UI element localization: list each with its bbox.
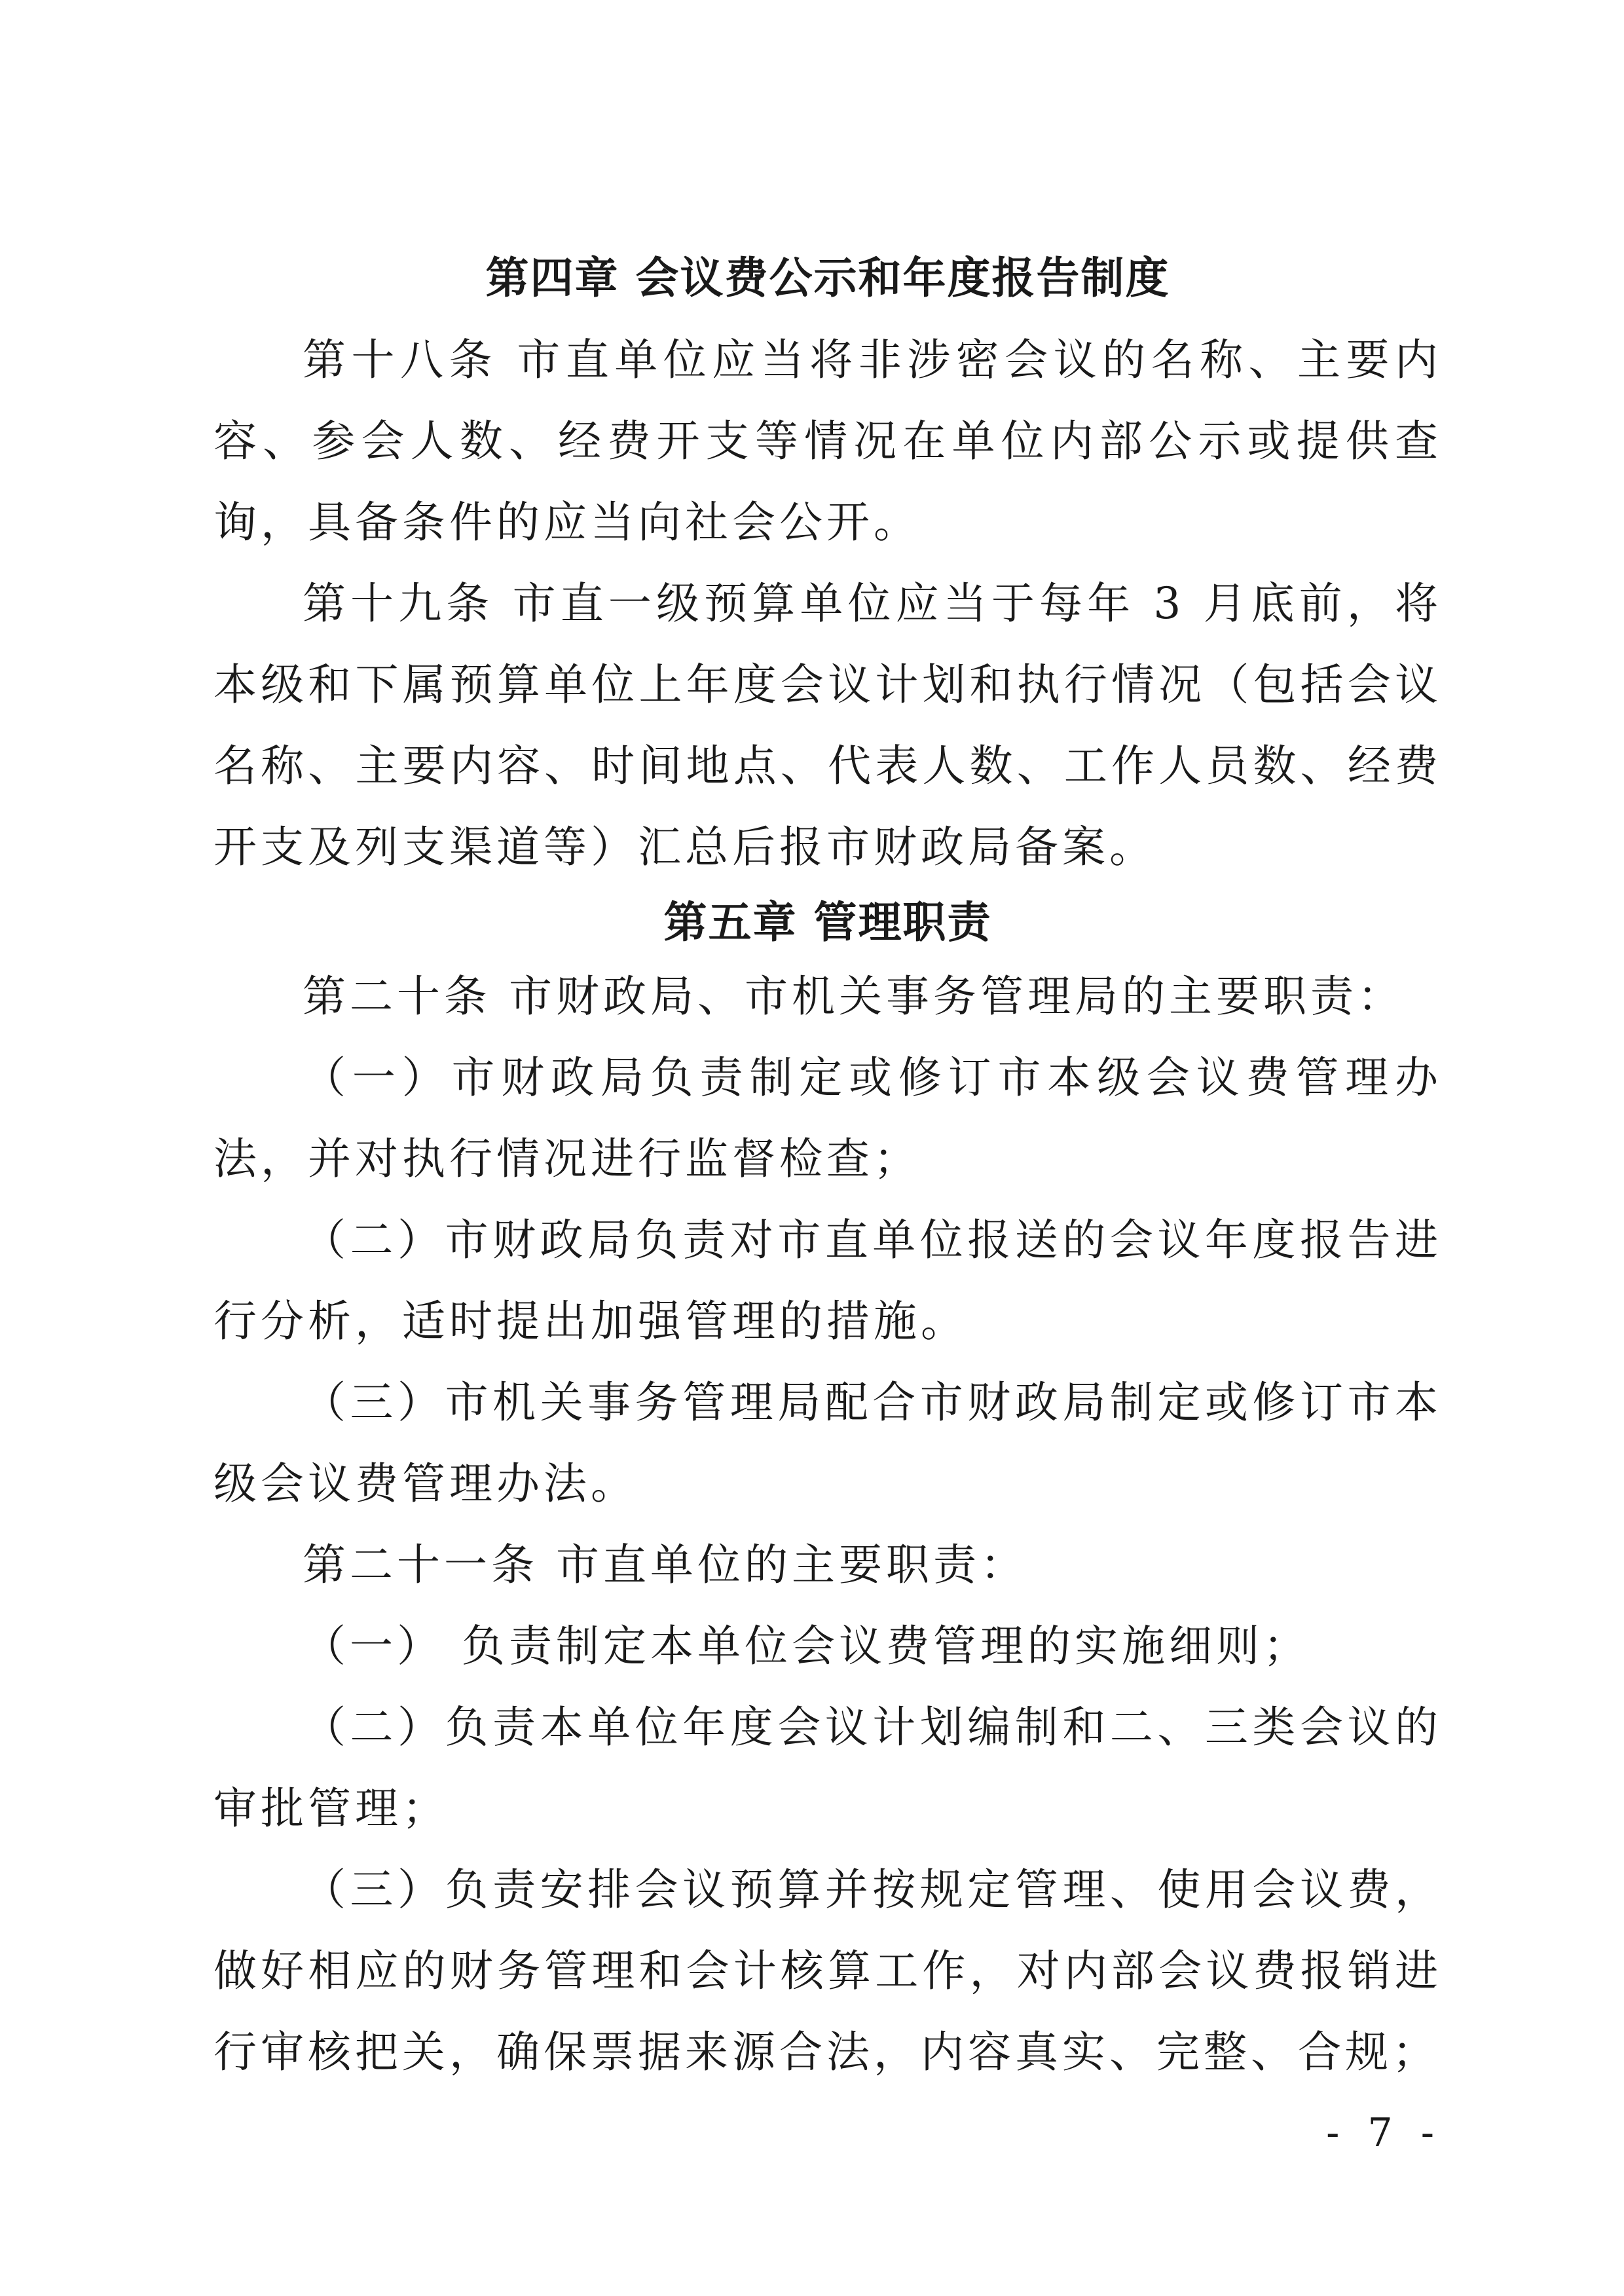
article-20-intro: 第二十条 市财政局、市机关事务管理局的主要职责：: [303, 971, 1405, 1022]
document-body: [213, 249, 1442, 2093]
article-19: 第十九条 市直一级预算单位应当于每年 3 月底前，将本级和下属预算单位上年度会议计划和执行情况（包括会议名称、主要内容、时间地点、代表人数、工作人员数、经费开支及列支渠道等）汇总后报市财政局备案。: [213, 578, 1442, 872]
article-20-item-3: （三）市机关事务管理局配合市财政局制定或修订市本级会议费管理办法。: [213, 1377, 1442, 1509]
chapter-4-title: 第四章 会议费公示和年度报告制度: [485, 253, 1170, 303]
article-21-intro: 第二十一条 市直单位的主要职责：: [303, 1540, 1027, 1590]
article-18: 第十八条 市直单位应当将非涉密会议的名称、主要内容、参会人数、经费开支等情况在单位内部公示或提供查询，具备条件的应当向社会公开。: [213, 335, 1442, 547]
page-number: - 7 -: [1326, 2110, 1442, 2156]
chapter-5-title: 第五章 管理职责: [663, 897, 992, 948]
article-20-item-2: （二）市财政局负责对市直单位报送的会议年度报告进行分析，适时提出加强管理的措施。: [213, 1215, 1442, 1346]
article-21-item-3: （三）负责安排会议预算并按规定管理、使用会议费，做好相应的财务管理和会计核算工作，对内部会议费报销进行审核把关，确保票据来源合法，内容真实、完整、合规；: [213, 1864, 1442, 2077]
article-21-item-2: （二）负责本单位年度会议计划编制和二、三类会议的审批管理；: [213, 1702, 1442, 1834]
article-20-item-1: （一）市财政局负责制定或修订市本级会议费管理办法，并对执行情况进行监督检查；: [213, 1052, 1442, 1184]
article-21-item-1: （一） 负责制定本单位会议费管理的实施细则；: [303, 1621, 1310, 1671]
